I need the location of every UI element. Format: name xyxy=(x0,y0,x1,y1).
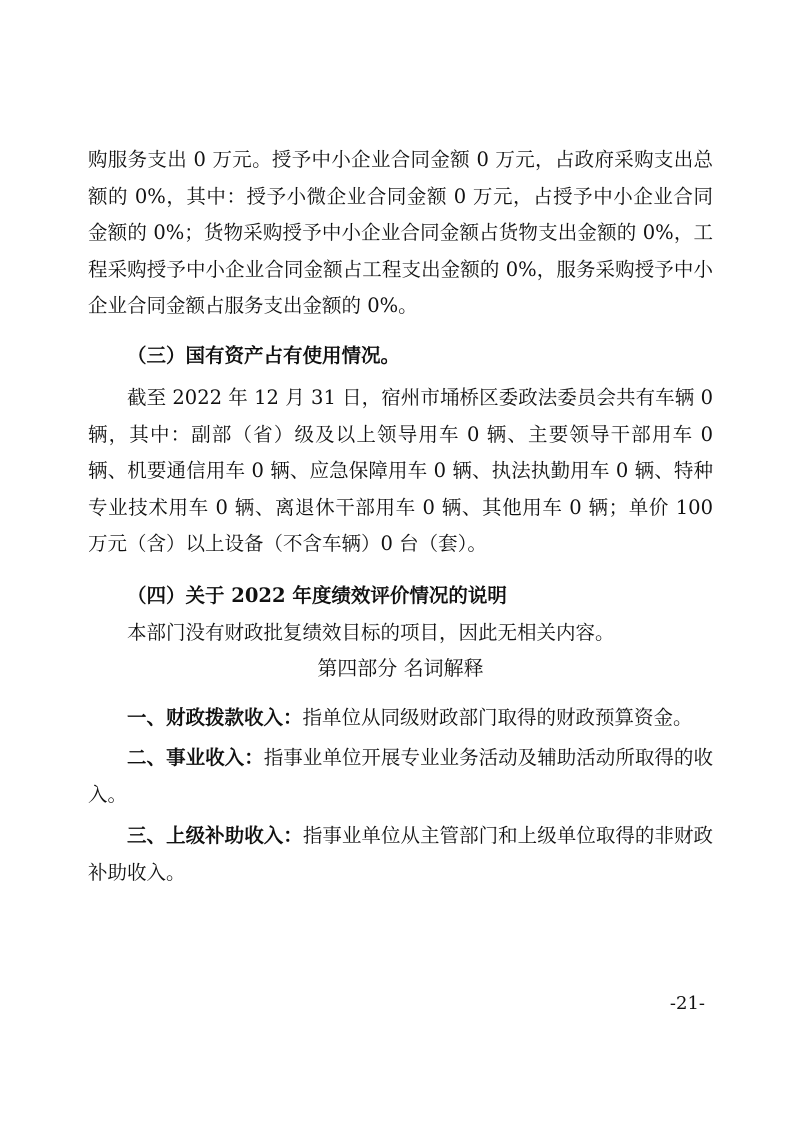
heading-performance-evaluation: （四）关于 2022 年度绩效评价情况的说明 xyxy=(127,584,507,607)
term-label: 一、财政拨款收入： xyxy=(127,706,303,729)
heading-state-assets: （三）国有资产占有使用情况。 xyxy=(127,344,401,367)
page-number: -21- xyxy=(669,993,705,1014)
paragraph-procurement-continued: 购服务支出 0 万元。授予中小企业合同金额 0 万元，占政府采购支出总额的 0%，其中：授予小微企业合同金额 0 万元，占授予中小企业合同金额的 0%；货物采购授予中小企业合同金额占货物支出金额的 0%，工程采购授予中小企业合同金额占工程支出金额的 0%，服务采购授予中小企业合同金额占服务支出金额的 0%。 xyxy=(88,148,713,317)
term-label: 三、上级补助收入： xyxy=(127,824,303,847)
paragraph-vehicles: 截至 2022 年 12 月 31 日，宿州市埇桥区委政法委员会共有车辆 0 辆，其中：副部（省）级及以上领导用车 0 辆、主要领导干部用车 0 辆、机要通信用车 0 辆、应急保障用车 0 辆、执法执勤用车 0 辆、特种专业技术用车 0 辆、离退休干部用车 0 辆、其他用车 0 辆；单价 100 万元（含）以上设备（不含车辆）0 台（套）。 xyxy=(88,386,713,555)
term-superior-subsidy-income xyxy=(88,818,713,891)
term-definition: 指事业单位从主管部门和上级单位取得的非财政补助收入。 xyxy=(88,824,713,884)
term-definition: 指事业单位开展专业业务活动及辅助活动所取得的收入。 xyxy=(88,746,713,806)
paragraph-no-performance-targets: 本部门没有财政批复绩效目标的项目，因此无相关内容。 xyxy=(127,621,615,644)
term-definition: 指单位从同级财政部门取得的财政预算资金。 xyxy=(302,706,693,729)
term-business-income xyxy=(88,740,713,813)
term-label: 二、事业收入： xyxy=(127,746,264,769)
term-fiscal-allocation-income xyxy=(88,700,713,737)
part-four-title: 第四部分 名词解释 xyxy=(317,656,484,680)
